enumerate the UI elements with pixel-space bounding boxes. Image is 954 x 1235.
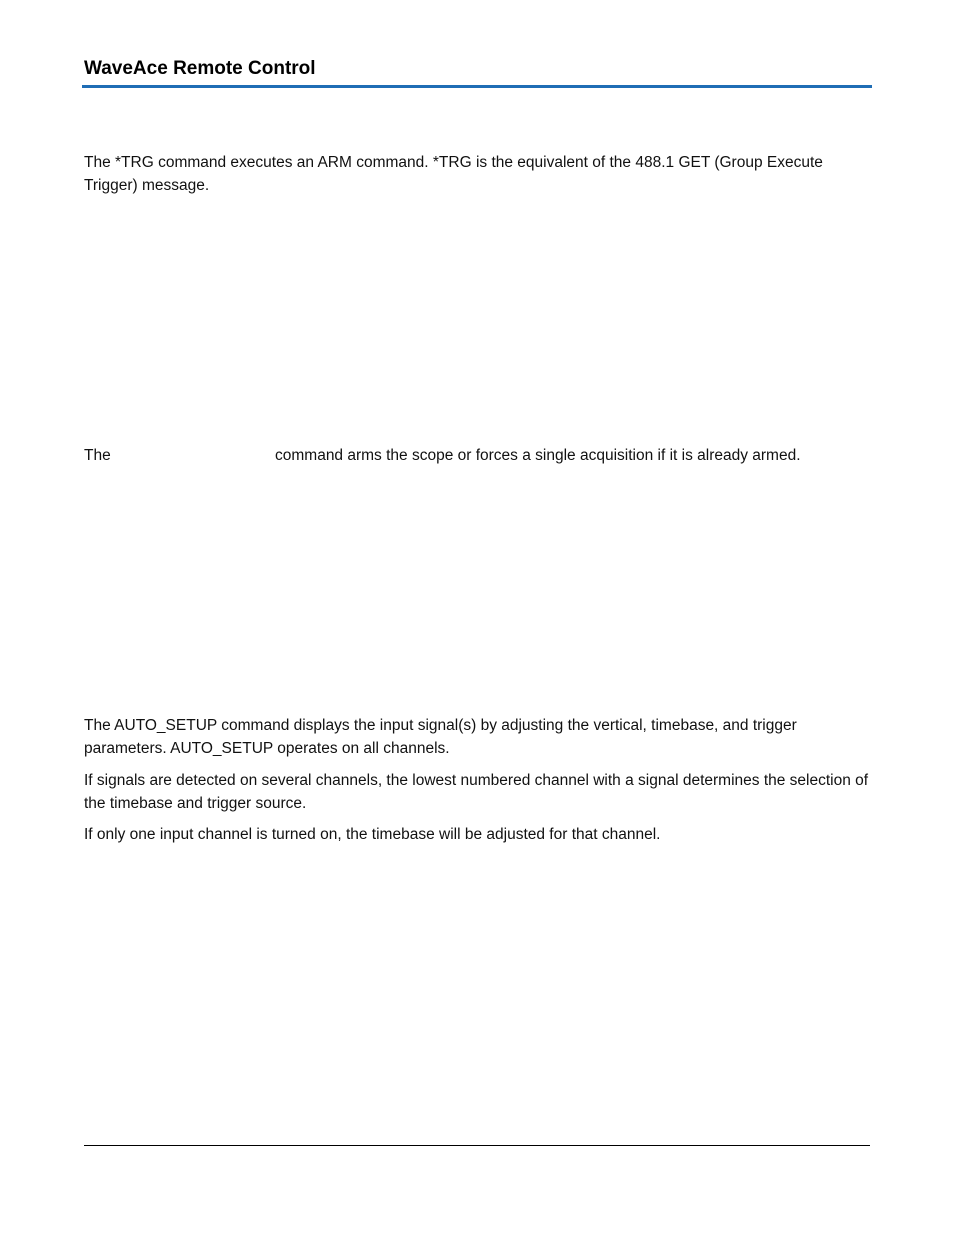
header-rule xyxy=(82,85,872,88)
auto-setup-channel-note: If signals are detected on several channels, the lowest numbered channel with a signal determines the selection of the timebase and trigger source. xyxy=(84,772,869,812)
arm-description-suffix: command arms the scope or forces a single acquisition if it is already armed. xyxy=(275,447,801,464)
arm-description-prefix: The xyxy=(84,447,111,464)
auto-setup-description: The AUTO_SETUP command displays the input signal(s) by adjusting the vertical, timebase, and trigger parameters. AUTO_SETUP operates on all channels. xyxy=(84,717,797,757)
trg-description: The *TRG command executes an ARM command. *TRG is the equivalent of the 488.1 GET (Group Execute Trigger) message. xyxy=(84,154,823,194)
footer-rule xyxy=(84,1145,870,1146)
page-header-title: WaveAce Remote Control xyxy=(84,58,316,79)
auto-setup-single-channel-note: If only one input channel is turned on, the timebase will be adjusted for that channel. xyxy=(84,826,661,843)
